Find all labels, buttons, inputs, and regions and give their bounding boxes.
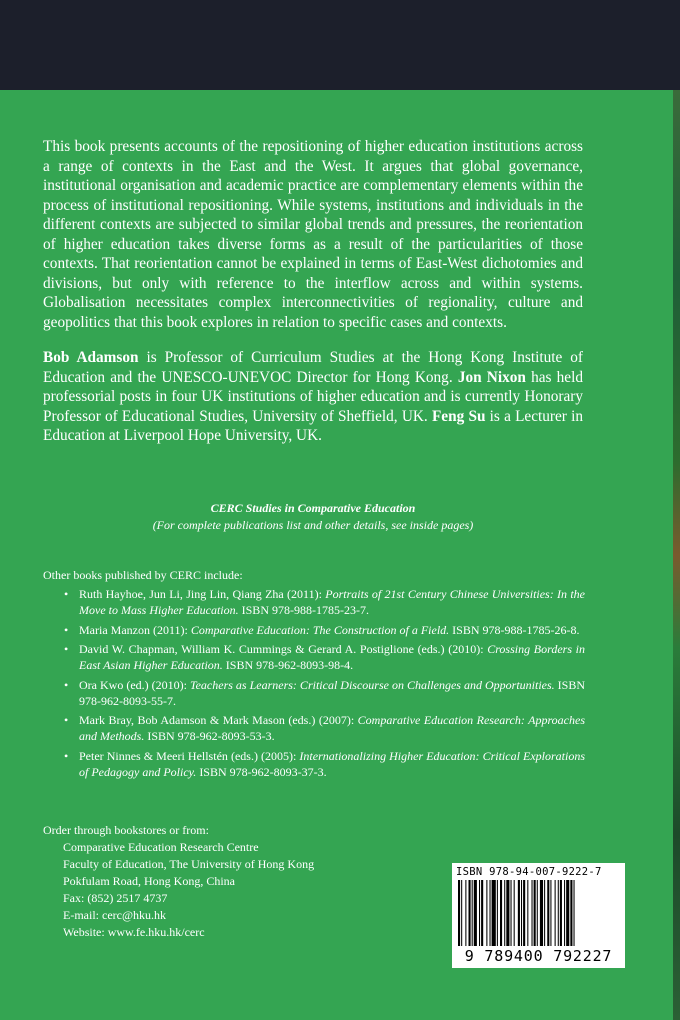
bullet-icon: • (64, 587, 69, 601)
other-books-section (43, 567, 585, 783)
order-heading: Order through bookstores or from: (43, 823, 209, 837)
book-list (43, 586, 585, 780)
book-title: Crossing Borders in East Asian Higher Education. (79, 642, 585, 672)
order-address-line: Comparative Education Research Centre (63, 840, 259, 854)
isbn-label: ISBN 978-94-007-9222-7 (456, 866, 602, 878)
book-title: Portraits of 21st Century Chinese Universities: In the Move to Mass Higher Education. (79, 587, 585, 617)
book-title: Comparative Education Research: Approaches and Methods. (79, 713, 586, 743)
order-address (43, 839, 443, 941)
order-address-line: Faculty of Education, The University of Hong Kong (63, 857, 315, 871)
book-isbn: ISBN 978-988-1785-26-8. (449, 622, 580, 637)
book-list-item (43, 622, 585, 638)
book-title: Teachers as Learners: Critical Discourse on Challenges and Opportunities. (190, 677, 555, 692)
order-info (43, 822, 443, 941)
author-name: Feng Su (431, 407, 486, 425)
author-name: Jon Nixon (457, 368, 526, 386)
series-title: CERC Studies in Comparative Education (210, 501, 416, 515)
bullet-icon: • (64, 622, 69, 637)
author-bio-text: is Professor of Curriculum Studies at the Hong Kong Institute of Education and the UNESCO-UNEVOC Director for Hong Kong. (43, 349, 583, 386)
bullet-icon: • (64, 642, 69, 656)
book-list-item (43, 586, 585, 618)
book-title: Internationalizing Higher Education: Critical Explorations of Pedagogy and Policy. (79, 748, 585, 779)
book-authors: Ora Kwo (ed.) (2010): (79, 677, 191, 692)
book-title: Comparative Education: The Construction of a Field. (190, 622, 450, 637)
author-name: Bob Adamson (43, 349, 139, 366)
book-list-item (43, 641, 585, 673)
back-cover (0, 90, 680, 1020)
book-blurb: This book presents accounts of the repositioning of higher education institutions across a range of contexts in the East and the West. It argues that global governance, institutional organisation and academic practice are complementary elements within the process of institutional repositioning. While systems, institutions and individuals in the different contexts are subjected to similar global trends and pressures, the reorientation of higher education takes diverse forms as a result of the particularities of those contexts. That reorientation cannot be explained in terms of East-West dichotomies and divisions, but only with reference to the interflow across and within systems. Globalisation necessitates complex interconnectivities of regionality, culture and geopolitics that this book explores in relation to specific cases and contexts. (43, 138, 583, 331)
order-address-line: E-mail: cerc@hku.hk (63, 908, 167, 922)
book-isbn: ISBN 978-962-8093-98-4. (222, 658, 354, 672)
bullet-icon: • (64, 748, 69, 763)
author-bio-text: has held professorial posts in four UK institutions of higher education and is currently Honorary Professor of Educational Studies, University of Sheffield, UK. (43, 368, 583, 425)
series-subtitle: (For complete publications list and other details, see inside pages) (152, 518, 474, 532)
cover-edge-strip (673, 90, 680, 1020)
book-list-item (43, 677, 585, 709)
book-authors: David W. Chapman, William K. Cummings & Gerard A. Postiglione (eds.) (2010): (79, 642, 488, 656)
book-isbn: ISBN 978-962-8093-55-7. (79, 677, 586, 708)
order-address-line: Website: www.fe.hku.hk/cerc (63, 925, 205, 939)
book-isbn: ISBN 978-962-8093-37-3. (196, 764, 327, 779)
author-bio-text: is a Lecturer in Education at Liverpool Hope University, UK. (43, 407, 583, 444)
bullet-icon: • (64, 677, 69, 692)
barcode-bars (456, 880, 621, 946)
book-list-item (43, 748, 585, 780)
author-bios (43, 348, 583, 446)
book-authors: Maria Manzon (2011): (79, 622, 191, 637)
book-isbn: ISBN 978-962-8093-53-3. (144, 729, 275, 743)
top-dark-band (0, 0, 680, 90)
isbn-barcode (452, 863, 625, 968)
bullet-icon: • (64, 713, 69, 727)
book-list-item (43, 712, 585, 744)
book-authors: Mark Bray, Bob Adamson & Mark Mason (eds.) (2007): (79, 713, 358, 727)
barcode-digits: 9 789400 792227 (464, 947, 613, 965)
order-address-line: Fax: (852) 2517 4737 (63, 891, 168, 905)
series-info (43, 500, 583, 534)
order-address-line: Pokfulam Road, Hong Kong, China (63, 874, 235, 888)
book-authors: Peter Ninnes & Meeri Hellstén (eds.) (2005): (79, 748, 300, 763)
other-books-heading: Other books published by CERC include: (43, 568, 243, 582)
book-authors: Ruth Hayhoe, Jun Li, Jing Lin, Qiang Zha (2011): (79, 587, 326, 601)
book-isbn: ISBN 978-988-1785-23-7. (238, 603, 369, 617)
